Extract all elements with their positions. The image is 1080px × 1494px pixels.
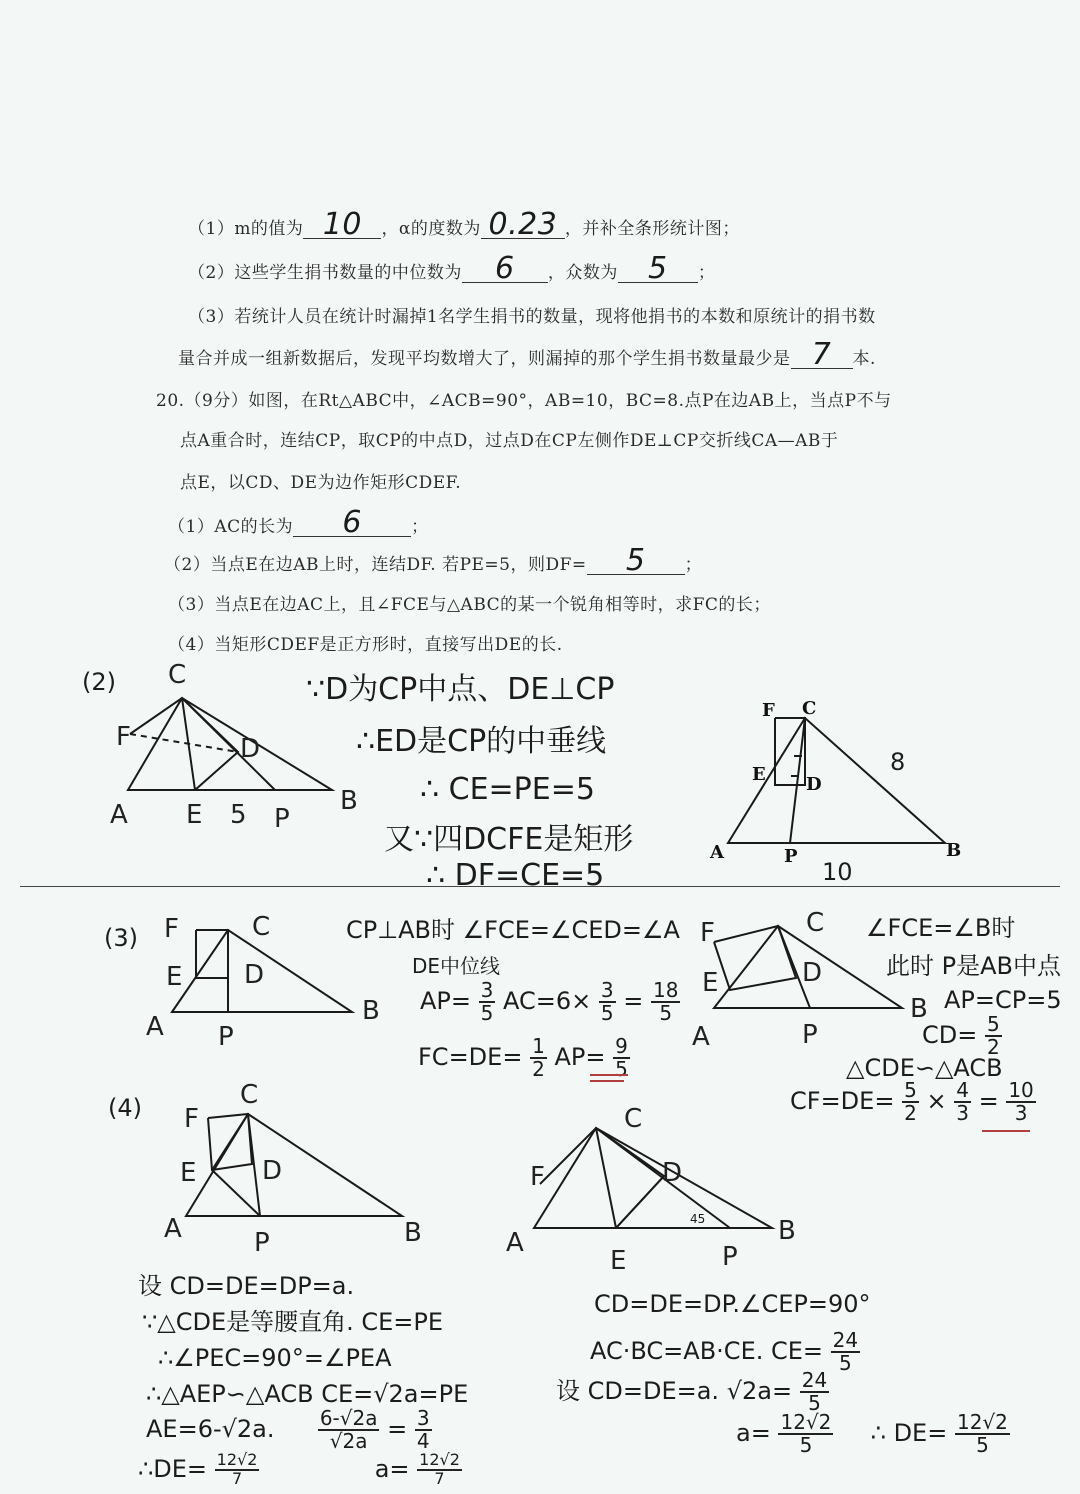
work4-angle-45: 45	[690, 1212, 706, 1226]
frac-den: 4	[416, 1429, 430, 1453]
work4-ed-mid	[616, 1176, 664, 1228]
q20-stem-line3	[180, 468, 461, 493]
q20-ac-blank	[293, 505, 411, 540]
q20-stem-line2	[180, 426, 838, 451]
work4m-label-b: B	[778, 1216, 796, 1246]
frac-num: 9	[615, 1034, 628, 1058]
work4-label-e: E	[180, 1158, 197, 1188]
work3-rect-right	[714, 926, 796, 990]
work2-label-e: E	[186, 800, 203, 830]
work4-line4: ∴△AEP∽△ACB CE=√2a=PE	[146, 1380, 469, 1408]
q19-part3-line1	[188, 302, 876, 327]
q19-p3-text2: 量合并成一组新数据后，发现平均数增大了，则漏掉的那个学生捐书数量最少是	[178, 349, 791, 369]
work3-right-line3: AP=CP=5	[944, 986, 1062, 1014]
work4-tag: (4)	[108, 1094, 142, 1122]
work2-label-b: B	[340, 786, 358, 816]
work3-l3-pre: AP=	[420, 987, 471, 1015]
frac-num: 5	[987, 1012, 1000, 1036]
work3-r6-times: ×	[926, 1087, 947, 1115]
work3-frac-4-3	[954, 1080, 971, 1124]
work3-r6-pre: CF=DE=	[790, 1087, 895, 1115]
work3-tag: (3)	[104, 924, 138, 952]
work4-m4-a: a=	[736, 1419, 771, 1447]
work4m-label-c: C	[624, 1104, 643, 1134]
work4-mid-line4	[736, 1412, 1010, 1456]
section-divider	[20, 886, 1060, 887]
q19-alpha-blank	[481, 207, 565, 242]
work2-label-c: C	[168, 660, 187, 690]
work3-l4-pre: FC=DE=	[418, 1043, 523, 1071]
work4-m4-pre: ∴ DE=	[870, 1419, 948, 1447]
work4-line1: 设 CD=DE=DP=a.	[138, 1272, 355, 1300]
work4-frac-24-5b	[800, 1370, 829, 1414]
q20-df-blank	[587, 543, 685, 578]
work4-sketch-left	[180, 1104, 410, 1224]
frac-num: 5	[904, 1078, 917, 1102]
fig-label-p: P	[784, 846, 798, 867]
work4-frac-12r2-7	[215, 1452, 260, 1488]
frac-den: 2	[904, 1101, 917, 1125]
fig-side-ab: 10	[822, 858, 853, 886]
work3-l3-eq: =	[623, 987, 644, 1015]
frac-num: 12√2	[419, 1450, 460, 1469]
work4-mid-line3	[556, 1370, 829, 1414]
q20-part1	[168, 505, 429, 540]
q19-p2-text: （2）这些学生捐书数量的中位数为	[188, 263, 462, 283]
work3-frac-10-3	[1006, 1080, 1035, 1124]
fig-label-d: D	[806, 774, 822, 795]
work3-r4-pre: CD=	[922, 1021, 978, 1049]
q19-part2	[188, 251, 716, 286]
work4-frac-a-12r2-5	[778, 1412, 833, 1456]
frac-den: 2	[532, 1057, 545, 1081]
work4-l5-text: AE=6-√2a.	[146, 1415, 275, 1443]
q20-part3	[168, 590, 771, 615]
q20-stem2: 点A重合时，连结CP，取CP的中点D，过点D在CP左侧作DE⊥CP交折线CA—AB于	[180, 431, 839, 451]
q19-p3-text: （3）若统计人员在统计时漏掉1名学生捐书的数量，现将他捐书的本数和原统计的捐书数	[188, 307, 876, 327]
q19-p1-post: ，并补全条形统计图；	[564, 219, 740, 239]
work4-l5-eq: =	[387, 1415, 408, 1443]
frac-den: √2a	[329, 1429, 368, 1453]
frac-den: 5	[615, 1057, 628, 1081]
work3-frac-5-2	[985, 1014, 1002, 1058]
work4-line3: ∴∠PEC=90°=∠PEA	[158, 1344, 392, 1372]
q19-mode-blank	[618, 251, 698, 286]
work4-label-a: A	[164, 1214, 182, 1244]
work4-frac-3-4	[415, 1408, 432, 1452]
work4-frac-24-5	[831, 1330, 860, 1374]
q19-m-answer: 10	[322, 207, 363, 242]
q19-p3-post: 本.	[852, 349, 876, 369]
work3r-label-e: E	[702, 968, 719, 998]
frac-den: 2	[987, 1035, 1000, 1059]
work2-tag: (2)	[82, 668, 116, 696]
frac-num: 3	[480, 978, 494, 1002]
q20-ac-answer: 6	[342, 505, 362, 540]
work3-label-d: D	[244, 960, 265, 990]
frac-num: 6-√2a	[319, 1406, 378, 1430]
work3-label-c: C	[252, 912, 271, 942]
frac-den: 7	[231, 1468, 243, 1488]
work2-line3: ∴ CE=PE=5	[420, 772, 595, 807]
work3-frac-1-2	[530, 1036, 547, 1080]
work4m-label-d: D	[662, 1158, 683, 1188]
work4-l6-pre: ∴DE=	[138, 1454, 208, 1483]
q20-df-answer: 5	[625, 543, 646, 578]
q20-stem-line1	[156, 386, 892, 411]
work3r-label-c: C	[806, 908, 825, 938]
fig-label-f: F	[762, 700, 775, 721]
q19-mode-answer: 5	[648, 251, 668, 286]
work2-line5: ∴ DF=CE=5	[426, 858, 605, 893]
fig-label-c: C	[802, 698, 817, 719]
fig-label-e: E	[752, 764, 766, 785]
work4-line5	[146, 1408, 432, 1452]
work4-label-c: C	[240, 1080, 259, 1110]
work3-r6-eq: =	[978, 1087, 999, 1115]
frac-den: 5	[839, 1351, 852, 1375]
frac-den: 5	[808, 1391, 821, 1415]
work4-frac-ratio	[318, 1408, 380, 1452]
fig-label-a: A	[710, 842, 724, 863]
work3-line2: DE中位线	[412, 954, 501, 978]
frac-num: 4	[956, 1078, 969, 1102]
q20-p3-text: （3）当点E在边AC上，且∠FCE与△ABC的某一个锐角相等时，求FC的长；	[168, 595, 771, 615]
work3-l4-mid: AP=	[554, 1043, 606, 1071]
work3-line1: CP⊥AB时 ∠FCE=∠CED=∠A	[346, 916, 680, 944]
frac-den: 5	[799, 1433, 813, 1457]
work4m-label-p: P	[722, 1242, 738, 1272]
work4-m2-text: AC·BC=AB·CE. CE=	[590, 1337, 824, 1365]
q19-part3-line2	[178, 337, 876, 372]
work3r-label-a: A	[692, 1022, 710, 1052]
work2-line4: 又∵四DCFE是矩形	[384, 822, 634, 857]
work4-triangle-left	[186, 1114, 402, 1216]
work3-label-a: A	[146, 1012, 164, 1042]
q20-part4	[168, 630, 563, 655]
work3-right-line2: 此时 P是AB中点	[886, 952, 1061, 980]
work4m-label-a: A	[506, 1228, 524, 1258]
work2-label-p: P	[274, 804, 290, 834]
frac-num: 12√2	[216, 1450, 258, 1469]
work2-label-a: A	[110, 800, 128, 830]
q20-part2	[164, 543, 703, 578]
q20-p4-text: （4）当矩形CDEF是正方形时，直接写出DE的长.	[168, 635, 563, 655]
q19-median-answer: 6	[495, 251, 515, 286]
work4-label-f: F	[184, 1104, 199, 1134]
work3-line3	[420, 980, 680, 1024]
frac-den: 3	[956, 1101, 969, 1125]
frac-num: 24	[832, 1328, 859, 1352]
work4-sketch-mid	[530, 1124, 780, 1234]
frac-num: 3	[600, 978, 614, 1002]
q19-part1	[188, 207, 740, 242]
q19-p1-mid: ，α的度数为	[381, 219, 481, 239]
frac-num: 3	[416, 1406, 430, 1430]
work4-frac-a-12r2-7	[417, 1452, 462, 1488]
frac-den: 5	[659, 1001, 673, 1025]
fig-label-b: B	[946, 840, 962, 861]
frac-den: 3	[1014, 1101, 1028, 1125]
work4-square-mid	[540, 1128, 664, 1228]
work4m-label-f: F	[530, 1162, 545, 1192]
q20-printed-figure	[700, 690, 980, 880]
q19-p3-blank	[791, 337, 853, 372]
work4-line6	[138, 1452, 462, 1488]
frac-num: 12√2	[780, 1410, 832, 1434]
q19-alpha-answer: 0.23	[488, 207, 558, 242]
frac-den: 7	[434, 1468, 445, 1488]
work4m-label-e: E	[610, 1246, 627, 1276]
q20-p1-post: ；	[411, 517, 429, 537]
work2-label-5: 5	[230, 800, 247, 830]
q20-p2-text: （2）当点E在边AB上时，连结DF. 若PE=5，则DF=	[164, 555, 587, 575]
work3r-label-f: F	[700, 918, 715, 948]
q19-p2-post: ；	[697, 263, 716, 283]
work3-frac-5-2b	[902, 1080, 919, 1124]
work4-label-p: P	[254, 1228, 270, 1258]
q20-stem1: 20.（9分）如图，在Rt△ABC中，∠ACB=90°，AB=10，BC=8.点P在边AB上，当点P不与	[156, 391, 892, 411]
frac-num: 12√2	[956, 1410, 1008, 1434]
q19-p2-mid: ，众数为	[547, 263, 618, 283]
work4-triangle-mid	[534, 1128, 772, 1228]
work4-m3-text: 设 CD=DE=a. √2a=	[556, 1377, 793, 1405]
q20-p2-post: ；	[684, 555, 703, 575]
work3-right-answer-underline	[982, 1130, 1030, 1132]
work3-label-e: E	[166, 962, 183, 992]
work3-frac-18-5	[651, 980, 680, 1024]
q19-p3-answer: 7	[811, 337, 832, 372]
work4-label-d: D	[262, 1156, 283, 1186]
frac-num: 18	[653, 978, 679, 1002]
work3r-label-p: P	[802, 1020, 818, 1050]
work3-frac-3-5b	[599, 980, 616, 1024]
work3-label-f: F	[164, 914, 179, 944]
q19-median-blank	[462, 251, 548, 286]
work4-label-b: B	[404, 1218, 422, 1248]
work4-ce-mid	[596, 1128, 616, 1228]
work3-label-p: P	[218, 1022, 234, 1052]
work4-line2: ∵△CDE是等腰直角. CE=PE	[142, 1308, 444, 1336]
work3-answer-underline2	[590, 1080, 624, 1082]
work3-right-line4	[922, 1014, 1002, 1058]
q19-p1-text: （1）m的值为	[188, 219, 304, 239]
work4-ce-left	[212, 1114, 248, 1170]
frac-num: 10	[1008, 1078, 1034, 1102]
work2-label-f: F	[116, 722, 131, 752]
work3-l3-mid: AC=6×	[503, 987, 592, 1015]
fig-side-bc: 8	[890, 748, 906, 776]
segment-cp	[790, 718, 805, 843]
work3-frac-3-5	[479, 980, 496, 1024]
work3-right-line6	[790, 1080, 1036, 1124]
work4-frac-de-12r2-5	[955, 1412, 1010, 1456]
work3r-label-b: B	[910, 994, 928, 1024]
work3-answer-underline	[590, 1074, 628, 1076]
frac-den: 5	[600, 1001, 614, 1025]
work3-right-line5: △CDE∽△ACB	[846, 1054, 1003, 1082]
work4-l6-a: a=	[374, 1454, 410, 1483]
work3r-label-d: D	[802, 958, 823, 988]
work3-right-line1: ∠FCE=∠B时	[866, 914, 1016, 942]
work2-line1: ∵D为CP中点、DE⊥CP	[306, 672, 615, 707]
work2-label-d: D	[240, 734, 261, 764]
work3-label-b: B	[362, 996, 380, 1026]
work2-line2: ∴ED是CP的中垂线	[356, 724, 607, 759]
frac-den: 5	[976, 1433, 989, 1457]
frac-den: 5	[480, 1001, 494, 1025]
frac-num: 24	[801, 1368, 828, 1392]
q19-m-blank	[303, 207, 381, 242]
work4-ep-left	[212, 1170, 260, 1216]
frac-num: 1	[532, 1034, 545, 1058]
q20-stem3: 点E，以CD、DE为边作矩形CDEF.	[180, 473, 462, 493]
q20-p1-text: （1）AC的长为	[168, 517, 294, 537]
work4-mid-line1: CD=DE=DP.∠CEP=90°	[594, 1290, 871, 1318]
